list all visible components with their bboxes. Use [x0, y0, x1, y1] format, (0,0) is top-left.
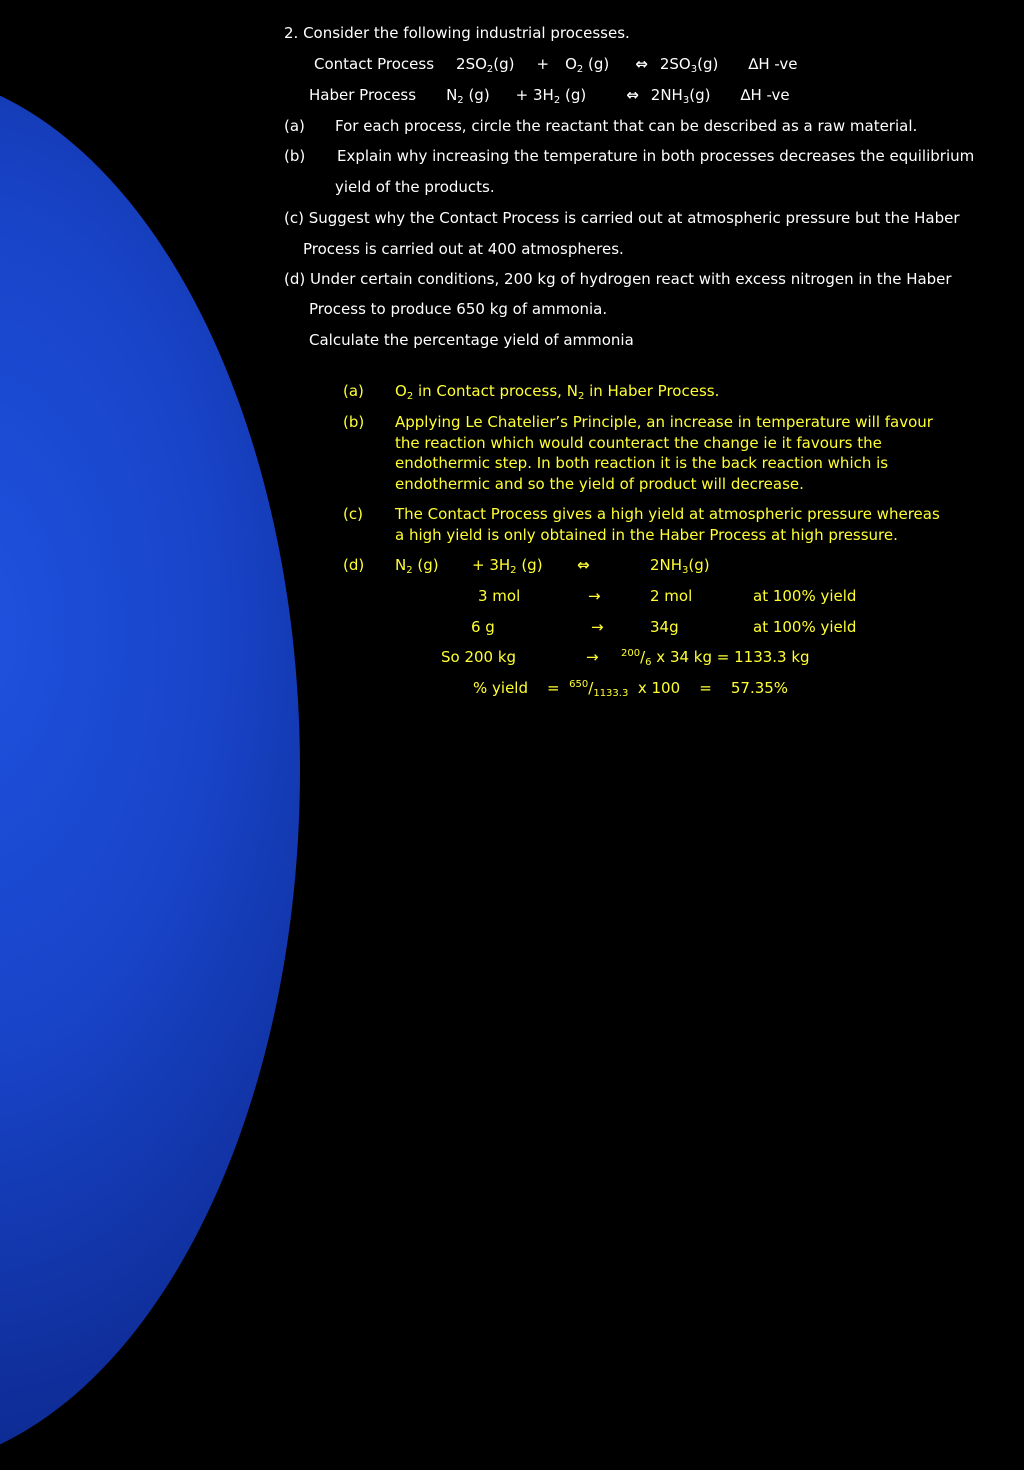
state: (g) [463, 86, 490, 104]
reactant-n2: N [446, 86, 458, 104]
reactant-h2: + 3H [515, 86, 554, 104]
answer-c-line-2: a high yield is only obtained in the Haber Process at high pressure. [395, 526, 898, 544]
oxygen: O [395, 382, 407, 400]
answer-b-line-1: Applying Le Chatelier’s Principle, an increase in temperature will favour [395, 413, 933, 431]
row1-product: 2 mol [650, 587, 693, 605]
answer-d-h2 [472, 556, 543, 574]
percent-yield-label: % yield = [473, 679, 570, 697]
haber-process-name: Haber Process [309, 86, 417, 104]
answer-b-line-2: the reaction which would counteract the change ie it favours the [395, 434, 882, 452]
subscript: 3 [690, 64, 698, 75]
reactant-so2: 2SO [456, 55, 487, 73]
row4-percent-yield [473, 679, 788, 697]
answer-b-label: (b) [343, 413, 365, 431]
reactant-o2: O [565, 55, 577, 73]
haber-process-equation [309, 86, 790, 104]
question-c: (c) Suggest why the Contact Process is carried out at atmospheric pressure but the Haber [284, 209, 960, 227]
row3-calculation [621, 648, 810, 666]
state: (g) [516, 556, 543, 574]
subscript: 2 [457, 95, 464, 106]
product-nh3: 2NH [650, 86, 683, 104]
subscript: 2 [553, 95, 561, 106]
answer-c-label: (c) [343, 505, 363, 523]
row3-mass: So 200 kg [441, 648, 517, 666]
state: (g) [689, 86, 711, 104]
equilibrium-arrow-icon: ⇔ [577, 556, 590, 574]
row2-mass: 6 g [471, 618, 495, 636]
question-b-text: Explain why increasing the temperature in both processes decreases the equilibrium [337, 147, 975, 165]
subscript: 2 [510, 565, 517, 576]
question-d: (d) Under certain conditions, 200 kg of hydrogen react with excess nitrogen in the Haber [284, 270, 952, 288]
question-b [284, 147, 975, 165]
question-b-label: (b) [284, 147, 306, 165]
question-d-text-3: Calculate the percentage yield of ammonia [309, 331, 634, 349]
subscript: 2 [406, 391, 414, 402]
row2-yield: at 100% yield [753, 618, 857, 636]
answer-a-end: in Haber Process. [584, 382, 720, 400]
fraction-denominator: 6 [645, 657, 652, 668]
plus-sign: + [536, 55, 550, 73]
answer-a-text [395, 382, 719, 400]
state: (g) [697, 55, 719, 73]
right-arrow-icon: → [591, 618, 604, 636]
enthalpy-change: ∆H -ve [748, 55, 798, 73]
question-a-label: (a) [284, 117, 305, 135]
row1-yield: at 100% yield [753, 587, 857, 605]
equilibrium-arrow-icon: ⇔ [626, 86, 639, 104]
right-arrow-icon: → [586, 648, 599, 666]
subscript: 2 [577, 391, 585, 402]
answer-d-equation [395, 556, 439, 574]
subscript: 2 [486, 64, 494, 75]
state: (g) [583, 55, 610, 73]
question-a-text: For each process, circle the reactant that can be described as a raw material. [335, 117, 918, 135]
fraction-denominator: 1133.3 [593, 688, 629, 699]
subscript: 3 [682, 565, 689, 576]
subscript: 2 [576, 64, 584, 75]
enthalpy-change: ∆H -ve [740, 86, 790, 104]
fraction-numerator: 650 [569, 679, 589, 690]
product-so3: 2SO [659, 55, 691, 73]
answer-b-line-3: endothermic step. In both reaction it is the back reaction which is [395, 454, 889, 472]
subscript: 2 [406, 565, 413, 576]
state: (g) [560, 86, 587, 104]
answer-d-nh3 [650, 556, 710, 574]
state: (g) [688, 556, 710, 574]
question-a [284, 117, 918, 135]
right-arrow-icon: → [588, 587, 601, 605]
question-b-text-2: yield of the products. [335, 178, 495, 196]
reactant-n2: N [395, 556, 407, 574]
contact-process-equation [314, 55, 798, 73]
row2-product: 34g [650, 618, 679, 636]
question-d-text-2: Process to produce 650 kg of ammonia. [309, 300, 608, 318]
state: (g) [493, 55, 515, 73]
question-c-text-2: Process is carried out at 400 atmospheres. [303, 240, 624, 258]
answer-a [343, 382, 720, 402]
answer-a-label: (a) [343, 382, 364, 400]
product-nh3: 2NH [650, 556, 683, 574]
question-title: 2. Consider the following industrial processes. [284, 24, 630, 42]
contact-process-name: Contact Process [314, 55, 435, 73]
background-blue-arc [0, 70, 300, 1470]
fraction-numerator: 200 [621, 648, 641, 659]
state: (g) [412, 556, 439, 574]
reactant-h2: + 3H [472, 556, 511, 574]
row3-result: x 34 kg = 1133.3 kg [651, 648, 810, 666]
answer-a-mid: in Contact process, N [413, 382, 578, 400]
subscript: 3 [682, 95, 690, 106]
answer-d-label: (d) [343, 556, 365, 574]
fraction-slash: / [588, 679, 594, 697]
row1-moles: 3 mol [478, 587, 521, 605]
percent-yield-result: x 100 = 57.35% [628, 679, 789, 697]
answer-c-line-1: The Contact Process gives a high yield at atmospheric pressure whereas [395, 505, 940, 523]
answer-b-line-4: endothermic and so the yield of product will decrease. [395, 475, 804, 493]
fraction-slash: / [640, 648, 646, 666]
equilibrium-arrow-icon: ⇔ [635, 55, 648, 73]
